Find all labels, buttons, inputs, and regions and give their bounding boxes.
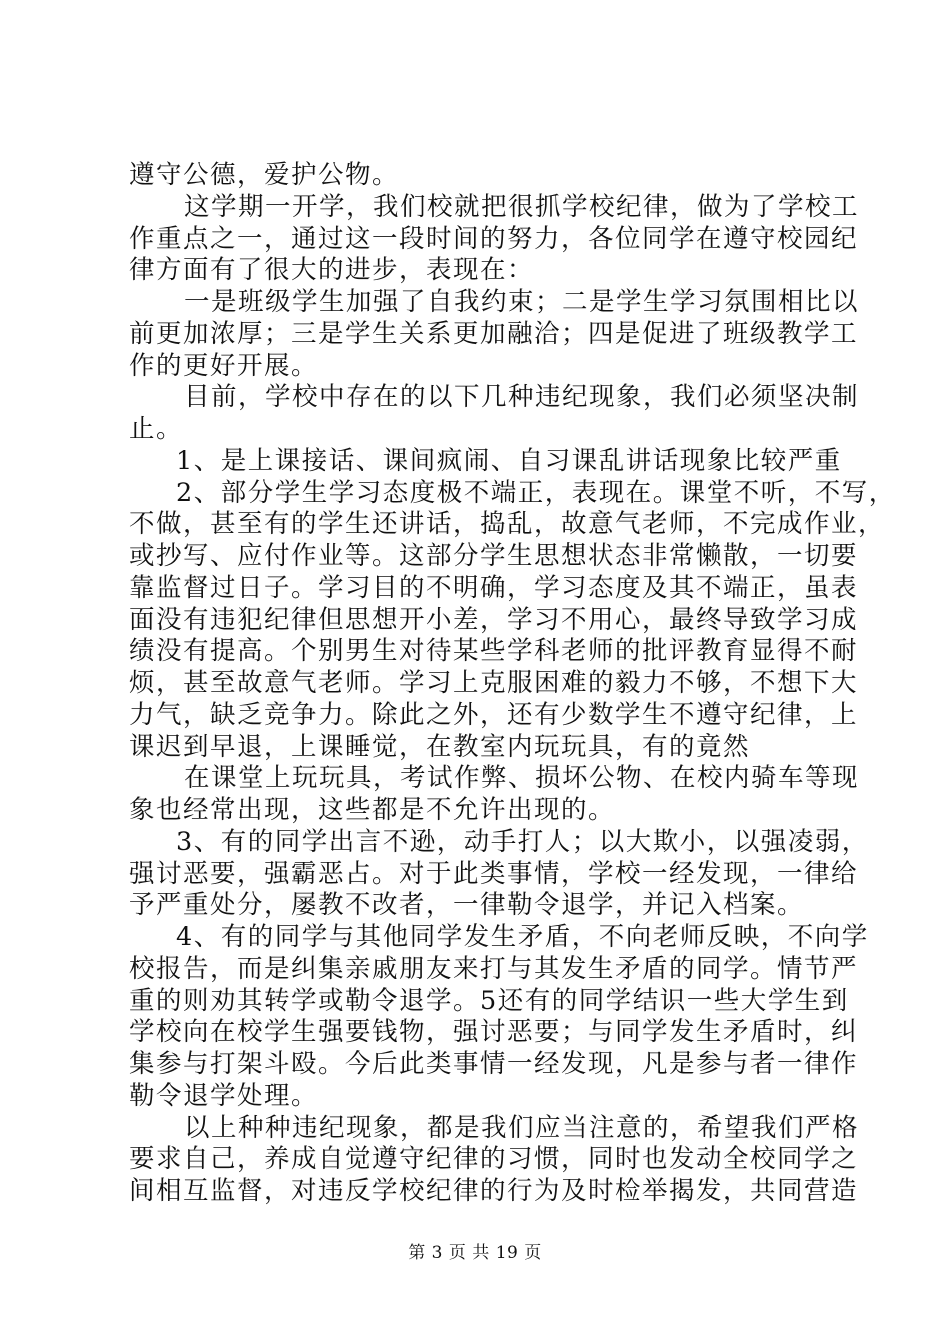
text-line: 象也经常出现，这些都是不允许出现的。 <box>129 795 616 825</box>
text-line: 止。 <box>129 414 184 444</box>
text-line: 强讨恶要，强霸恶占。对于此类事情，学校一经发现，一律给 <box>129 859 859 889</box>
text-line: 作的更好开展。 <box>129 351 319 381</box>
text-line: 这学期一开学，我们校就把很抓学校纪律，做为了学校工 <box>184 192 860 222</box>
text-line: 烦，甚至故意气老师。学习上克服困难的毅力不够，不想下大 <box>129 668 859 698</box>
text-line: 遵守公德，爱护公物。 <box>129 160 400 190</box>
text-line: 要求自己，养成自觉遵守纪律的习惯，同时也发动全校同学之 <box>129 1144 859 1174</box>
text-line: 间相互监督，对违反学校纪律的行为及时检举揭发，共同营造 <box>129 1176 859 1206</box>
text-line: 以上种种违纪现象，都是我们应当注意的，希望我们严格 <box>184 1113 860 1143</box>
text-line: 集参与打架斗殴。今后此类事情一经发现，凡是参与者一律作 <box>129 1049 859 1079</box>
text-line: 2、部分学生学习态度极不端正，表现在。课堂不听，不写， <box>176 478 896 508</box>
text-line: 勒令退学处理。 <box>129 1081 319 1111</box>
text-line: 不做，甚至有的学生还讲话，捣乱，故意气老师，不完成作业， <box>129 509 886 539</box>
text-line: 律方面有了很大的进步，表现在： <box>129 255 535 285</box>
text-line: 1、是上课接话、课间疯闹、自习课乱讲话现象比较严重 <box>176 446 842 476</box>
text-line: 一是班级学生加强了自我约束；二是学生学习氛围相比以 <box>184 287 860 317</box>
text-line: 3、有的同学出言不逊，动手打人；以大欺小，以强凌弱， <box>176 827 869 857</box>
text-line: 面没有违犯纪律但思想开小差，学习不用心，最终导致学习成 <box>129 605 859 635</box>
text-line: 目前，学校中存在的以下几种违纪现象，我们必须坚决制 <box>184 382 860 412</box>
text-line: 在课堂上玩玩具，考试作弊、损坏公物、在校内骑车等现 <box>184 763 860 793</box>
text-line: 或抄写、应付作业等。这部分学生思想状态非常懒散，一切要 <box>129 541 859 571</box>
text-line: 靠监督过日子。学习目的不明确，学习态度及其不端正，虽表 <box>129 573 859 603</box>
text-line: 予严重处分，屡教不改者，一律勒令退学，并记入档案。 <box>129 890 805 920</box>
text-line: 校报告，而是纠集亲戚朋友来打与其发生矛盾的同学。情节严 <box>129 954 859 984</box>
page-number-footer: 第 3 页 共 19 页 <box>408 1243 542 1263</box>
text-line: 作重点之一，通过这一段时间的努力，各位同学在遵守校园纪 <box>129 224 859 254</box>
text-line: 4、有的同学与其他同学发生矛盾，不向老师反映，不向学 <box>176 922 869 952</box>
text-line: 前更加浓厚；三是学生关系更加融洽；四是促进了班级教学工 <box>129 319 859 349</box>
text-line: 绩没有提高。个别男生对待某些学科老师的批评教育显得不耐 <box>129 636 859 666</box>
text-line: 学校向在校学生强要钱物，强讨恶要；与同学发生矛盾时，纠 <box>129 1017 859 1047</box>
text-line: 重的则劝其转学或勒令退学。5还有的同学结识一些大学生到 <box>129 986 849 1016</box>
text-line: 力气，缺乏竞争力。除此之外，还有少数学生不遵守纪律，上 <box>129 700 859 730</box>
text-line: 课迟到早退，上课睡觉，在教室内玩玩具，有的竟然 <box>129 732 751 762</box>
